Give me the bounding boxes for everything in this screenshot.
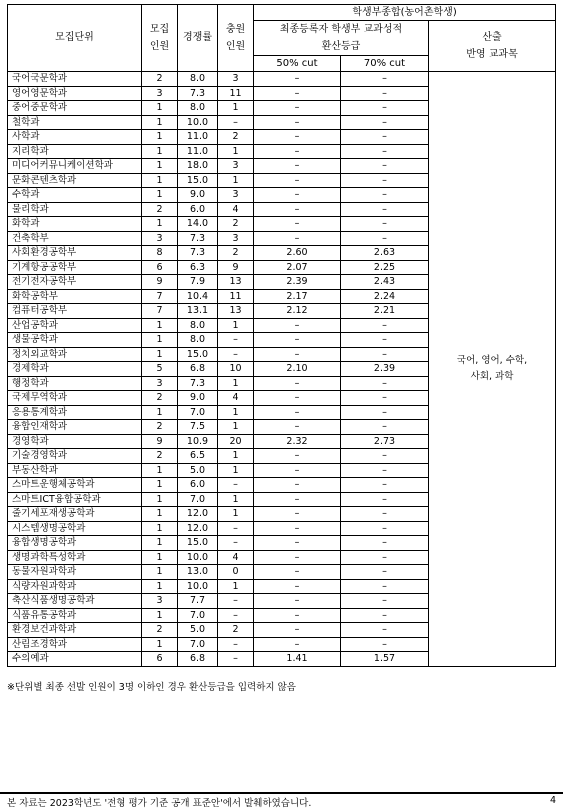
- cell-unit: 중어중문학과: [8, 101, 142, 116]
- col-header-quota-line1: 모집: [149, 24, 170, 35]
- cell-cut50: –: [254, 173, 341, 188]
- cell-cut70: –: [341, 420, 429, 435]
- cell-quota: 1: [142, 405, 178, 420]
- cell-cut50: –: [254, 86, 341, 101]
- cell-cut50: –: [254, 478, 341, 493]
- cell-cut50: –: [254, 536, 341, 551]
- cell-unit: 산업공학과: [8, 318, 142, 333]
- cell-ratio: 6.5: [178, 449, 218, 464]
- cell-unit: 기계항공공학부: [8, 260, 142, 275]
- cell-ratio: 8.0: [178, 101, 218, 116]
- cell-quota: 1: [142, 217, 178, 232]
- cell-cut70: –: [341, 463, 429, 478]
- cell-extra: –: [218, 521, 254, 536]
- cell-cut50: –: [254, 623, 341, 638]
- cell-unit: 식량자원과학과: [8, 579, 142, 594]
- cell-cut50: 2.10: [254, 362, 341, 377]
- col-header-extra-line2: 인원: [225, 41, 246, 52]
- cell-cut70: –: [341, 579, 429, 594]
- cell-cut50: –: [254, 463, 341, 478]
- cell-cut50: –: [254, 72, 341, 87]
- cell-extra: –: [218, 347, 254, 362]
- cell-ratio: 10.9: [178, 434, 218, 449]
- cell-extra: 2: [218, 130, 254, 145]
- cell-extra: 3: [218, 188, 254, 203]
- cell-ratio: 7.3: [178, 246, 218, 261]
- cell-extra: 13: [218, 275, 254, 290]
- cell-quota: 1: [142, 492, 178, 507]
- col-header-extra: [218, 5, 254, 72]
- cell-unit: 축산식품생명공학과: [8, 594, 142, 609]
- cell-ratio: 7.3: [178, 231, 218, 246]
- cell-quota: 1: [142, 333, 178, 348]
- cell-quota: 7: [142, 304, 178, 319]
- cell-extra: 4: [218, 202, 254, 217]
- cell-quota: 6: [142, 652, 178, 667]
- cell-extra: –: [218, 594, 254, 609]
- cell-extra: 3: [218, 231, 254, 246]
- cell-quota: 1: [142, 579, 178, 594]
- cell-cut70: –: [341, 115, 429, 130]
- subjects-line2: 사회, 과학: [470, 370, 514, 382]
- cell-unit: 응용통계학과: [8, 405, 142, 420]
- cell-cut50: –: [254, 144, 341, 159]
- col-header-cut70: 70% cut: [341, 56, 429, 72]
- cell-quota: 2: [142, 391, 178, 406]
- cell-extra: 20: [218, 434, 254, 449]
- cell-unit: 국제무역학과: [8, 391, 142, 406]
- cell-quota: 2: [142, 623, 178, 638]
- cell-extra: –: [218, 478, 254, 493]
- cell-ratio: 13.0: [178, 565, 218, 580]
- col-header-ratio: 경쟁률: [178, 5, 218, 72]
- cell-extra: 1: [218, 449, 254, 464]
- col-header-extra-line1: 충원: [225, 24, 246, 35]
- cell-cut50: –: [254, 420, 341, 435]
- cell-cut70: 2.73: [341, 434, 429, 449]
- cell-unit: 경제학과: [8, 362, 142, 377]
- cell-ratio: 7.9: [178, 275, 218, 290]
- cell-ratio: 5.0: [178, 463, 218, 478]
- cell-unit: 동물자원과학과: [8, 565, 142, 580]
- cell-unit: 수학과: [8, 188, 142, 203]
- col-header-quota-line2: 인원: [149, 41, 170, 52]
- cell-cut70: –: [341, 637, 429, 652]
- cell-cut70: –: [341, 101, 429, 116]
- cell-cut70: –: [341, 188, 429, 203]
- cell-unit: 부동산학과: [8, 463, 142, 478]
- cell-quota: 5: [142, 362, 178, 377]
- col-header-grade-line1: 최종등록자 학생부 교과성적: [279, 24, 403, 35]
- admission-results-table: [7, 4, 556, 667]
- cell-ratio: 7.5: [178, 420, 218, 435]
- cell-extra: 4: [218, 550, 254, 565]
- cell-unit: 수의예과: [8, 652, 142, 667]
- cell-cut50: –: [254, 376, 341, 391]
- cell-quota: 2: [142, 449, 178, 464]
- cell-quota: 3: [142, 594, 178, 609]
- cell-cut70: 2.21: [341, 304, 429, 319]
- cell-unit: 경영학과: [8, 434, 142, 449]
- cell-unit: 줄기세포재생공학과: [8, 507, 142, 522]
- cell-unit: 사학과: [8, 130, 142, 145]
- cell-extra: 11: [218, 86, 254, 101]
- cell-quota: 1: [142, 188, 178, 203]
- cell-extra: –: [218, 637, 254, 652]
- table-body: [8, 72, 556, 667]
- cell-cut50: –: [254, 159, 341, 174]
- cell-extra: 13: [218, 304, 254, 319]
- cell-cut70: –: [341, 608, 429, 623]
- cell-ratio: 6.0: [178, 478, 218, 493]
- cell-unit: 건축학부: [8, 231, 142, 246]
- cell-extra: 3: [218, 159, 254, 174]
- cell-unit: 문화콘텐츠학과: [8, 173, 142, 188]
- cell-extra: –: [218, 536, 254, 551]
- cell-quota: 1: [142, 144, 178, 159]
- cell-quota: 1: [142, 637, 178, 652]
- col-header-grade: [254, 21, 429, 56]
- cell-extra: 1: [218, 420, 254, 435]
- cell-cut70: –: [341, 405, 429, 420]
- cell-cut50: –: [254, 492, 341, 507]
- cell-subjects: [429, 72, 556, 667]
- cell-cut70: 2.63: [341, 246, 429, 261]
- cell-cut50: 2.32: [254, 434, 341, 449]
- cell-extra: 2: [218, 246, 254, 261]
- cell-cut70: –: [341, 202, 429, 217]
- cell-quota: 1: [142, 130, 178, 145]
- cell-unit: 행정학과: [8, 376, 142, 391]
- cell-ratio: 7.7: [178, 594, 218, 609]
- cell-unit: 지리학과: [8, 144, 142, 159]
- cell-cut70: 2.25: [341, 260, 429, 275]
- cell-cut50: –: [254, 637, 341, 652]
- cell-ratio: 8.0: [178, 318, 218, 333]
- cell-extra: 10: [218, 362, 254, 377]
- cell-cut50: –: [254, 217, 341, 232]
- cell-ratio: 12.0: [178, 507, 218, 522]
- cell-ratio: 6.8: [178, 362, 218, 377]
- cell-cut50: –: [254, 347, 341, 362]
- cell-unit: 영어영문학과: [8, 86, 142, 101]
- cell-cut70: –: [341, 231, 429, 246]
- cell-unit: 환경보건과학과: [8, 623, 142, 638]
- cell-extra: 1: [218, 492, 254, 507]
- cell-ratio: 10.0: [178, 115, 218, 130]
- cell-unit: 화학과: [8, 217, 142, 232]
- cell-quota: 1: [142, 347, 178, 362]
- cell-cut50: –: [254, 115, 341, 130]
- cell-extra: –: [218, 608, 254, 623]
- cell-ratio: 10.0: [178, 550, 218, 565]
- cell-quota: 1: [142, 101, 178, 116]
- cell-cut50: –: [254, 405, 341, 420]
- cell-unit: 물리학과: [8, 202, 142, 217]
- cell-extra: 1: [218, 507, 254, 522]
- cell-cut50: –: [254, 579, 341, 594]
- cell-extra: 1: [218, 405, 254, 420]
- cell-cut70: 2.43: [341, 275, 429, 290]
- cell-extra: 1: [218, 579, 254, 594]
- col-header-subjects-line1: 산출: [482, 32, 502, 43]
- cell-quota: 9: [142, 275, 178, 290]
- cell-extra: 1: [218, 318, 254, 333]
- cell-unit: 식품유통공학과: [8, 608, 142, 623]
- cell-quota: 1: [142, 536, 178, 551]
- cell-extra: 3: [218, 72, 254, 87]
- cell-ratio: 15.0: [178, 536, 218, 551]
- cell-ratio: 11.0: [178, 130, 218, 145]
- cell-cut50: –: [254, 608, 341, 623]
- cell-cut50: –: [254, 507, 341, 522]
- cell-ratio: 15.0: [178, 347, 218, 362]
- cell-ratio: 9.0: [178, 188, 218, 203]
- cell-cut70: –: [341, 130, 429, 145]
- col-header-subjects: [429, 21, 556, 72]
- cell-extra: –: [218, 333, 254, 348]
- col-header-unit: 모집단위: [8, 5, 142, 72]
- cell-cut50: 1.41: [254, 652, 341, 667]
- cell-extra: 11: [218, 289, 254, 304]
- cell-quota: 1: [142, 318, 178, 333]
- cell-cut50: –: [254, 101, 341, 116]
- cell-cut70: –: [341, 594, 429, 609]
- cell-ratio: 7.0: [178, 637, 218, 652]
- cell-unit: 융합생명공학과: [8, 536, 142, 551]
- cell-cut50: –: [254, 594, 341, 609]
- cell-cut50: –: [254, 318, 341, 333]
- cell-ratio: 13.1: [178, 304, 218, 319]
- cell-extra: 9: [218, 260, 254, 275]
- cell-unit: 생명과학특성학과: [8, 550, 142, 565]
- cell-quota: 3: [142, 376, 178, 391]
- cell-quota: 3: [142, 86, 178, 101]
- cell-cut50: –: [254, 333, 341, 348]
- cell-ratio: 8.0: [178, 72, 218, 87]
- cell-cut50: 2.60: [254, 246, 341, 261]
- cell-cut50: 2.12: [254, 304, 341, 319]
- cell-ratio: 7.3: [178, 86, 218, 101]
- subjects-line1: 국어, 영어, 수학,: [456, 354, 528, 366]
- cell-cut50: –: [254, 202, 341, 217]
- cell-quota: 2: [142, 420, 178, 435]
- cell-cut50: –: [254, 550, 341, 565]
- cell-ratio: 7.0: [178, 405, 218, 420]
- cell-cut50: 2.17: [254, 289, 341, 304]
- cell-unit: 융합인재학과: [8, 420, 142, 435]
- cell-quota: 1: [142, 173, 178, 188]
- cell-quota: 6: [142, 260, 178, 275]
- cell-extra: 1: [218, 173, 254, 188]
- cell-ratio: 18.0: [178, 159, 218, 174]
- cell-extra: 4: [218, 391, 254, 406]
- cell-quota: 1: [142, 550, 178, 565]
- cell-cut70: –: [341, 478, 429, 493]
- cell-cut70: –: [341, 217, 429, 232]
- cell-ratio: 6.3: [178, 260, 218, 275]
- cell-cut70: –: [341, 565, 429, 580]
- cell-cut70: –: [341, 144, 429, 159]
- cell-cut70: –: [341, 72, 429, 87]
- cell-quota: 1: [142, 463, 178, 478]
- cell-cut50: 2.07: [254, 260, 341, 275]
- cell-ratio: 7.3: [178, 376, 218, 391]
- cell-unit: 철학과: [8, 115, 142, 130]
- cell-ratio: 6.8: [178, 652, 218, 667]
- cell-cut70: –: [341, 86, 429, 101]
- cell-cut70: –: [341, 347, 429, 362]
- cell-quota: 9: [142, 434, 178, 449]
- cell-unit: 시스템생명공학과: [8, 521, 142, 536]
- cell-ratio: 9.0: [178, 391, 218, 406]
- cell-cut70: –: [341, 318, 429, 333]
- cell-ratio: 6.0: [178, 202, 218, 217]
- cell-quota: 1: [142, 565, 178, 580]
- cell-ratio: 14.0: [178, 217, 218, 232]
- page-number: 4: [549, 795, 556, 806]
- cell-ratio: 10.0: [178, 579, 218, 594]
- cell-unit: 산림조경학과: [8, 637, 142, 652]
- cell-quota: 1: [142, 507, 178, 522]
- cell-extra: 1: [218, 376, 254, 391]
- cell-quota: 1: [142, 521, 178, 536]
- cell-quota: 1: [142, 115, 178, 130]
- cell-cut70: –: [341, 173, 429, 188]
- col-header-quota: [142, 5, 178, 72]
- cell-cut70: –: [341, 159, 429, 174]
- footnote: ※단위별 최종 선발 인원이 3명 이하인 경우 환산등급을 입력하지 않음: [7, 682, 296, 693]
- cell-cut70: –: [341, 623, 429, 638]
- cell-unit: 생물공학과: [8, 333, 142, 348]
- cell-ratio: 10.4: [178, 289, 218, 304]
- cell-cut70: 1.57: [341, 652, 429, 667]
- cell-unit: 전기전자공학부: [8, 275, 142, 290]
- cell-cut70: –: [341, 492, 429, 507]
- cell-cut50: –: [254, 188, 341, 203]
- cell-unit: 스마트ICT융합공학과: [8, 492, 142, 507]
- group-header: 학생부종합(농어촌학생): [254, 5, 556, 21]
- cell-cut70: –: [341, 507, 429, 522]
- cell-cut50: –: [254, 521, 341, 536]
- cell-cut70: –: [341, 521, 429, 536]
- cell-cut70: –: [341, 376, 429, 391]
- cell-cut70: –: [341, 391, 429, 406]
- cell-quota: 3: [142, 231, 178, 246]
- cell-cut50: –: [254, 565, 341, 580]
- cell-ratio: 7.0: [178, 608, 218, 623]
- cell-extra: 1: [218, 101, 254, 116]
- cell-extra: –: [218, 652, 254, 667]
- cell-unit: 기술경영학과: [8, 449, 142, 464]
- cell-extra: 2: [218, 623, 254, 638]
- cell-quota: 7: [142, 289, 178, 304]
- cell-quota: 1: [142, 159, 178, 174]
- cell-quota: 1: [142, 608, 178, 623]
- cell-ratio: 5.0: [178, 623, 218, 638]
- cell-extra: 1: [218, 463, 254, 478]
- cell-unit: 미디어커뮤니케이션학과: [8, 159, 142, 174]
- cell-quota: 2: [142, 72, 178, 87]
- cell-cut70: –: [341, 536, 429, 551]
- cell-cut50: –: [254, 449, 341, 464]
- cell-unit: 컴퓨터공학부: [8, 304, 142, 319]
- cell-unit: 사회환경공학부: [8, 246, 142, 261]
- cell-unit: 화학공학부: [8, 289, 142, 304]
- cell-ratio: 8.0: [178, 333, 218, 348]
- cell-cut70: 2.24: [341, 289, 429, 304]
- footer-source-text: 본 자료는 2023학년도 '전형 평가 기준 공개 표준안'에서 발췌하였습니다.: [7, 798, 312, 809]
- cell-cut50: –: [254, 231, 341, 246]
- cell-unit: 스마트운행체공학과: [8, 478, 142, 493]
- cell-ratio: 7.0: [178, 492, 218, 507]
- cell-unit: 국어국문학과: [8, 72, 142, 87]
- cell-extra: 2: [218, 217, 254, 232]
- col-header-subjects-line2: 반영 교과목: [466, 49, 518, 60]
- col-header-cut50: 50% cut: [254, 56, 341, 72]
- cell-extra: –: [218, 115, 254, 130]
- cell-cut70: –: [341, 550, 429, 565]
- table-row: [8, 72, 556, 87]
- cell-ratio: 12.0: [178, 521, 218, 536]
- cell-cut70: –: [341, 449, 429, 464]
- cell-cut70: –: [341, 333, 429, 348]
- footer-divider: [0, 792, 563, 794]
- cell-cut70: 2.39: [341, 362, 429, 377]
- cell-extra: 1: [218, 144, 254, 159]
- cell-quota: 2: [142, 202, 178, 217]
- cell-unit: 정치외교학과: [8, 347, 142, 362]
- cell-cut50: –: [254, 130, 341, 145]
- cell-quota: 1: [142, 478, 178, 493]
- cell-quota: 8: [142, 246, 178, 261]
- cell-cut50: 2.39: [254, 275, 341, 290]
- cell-extra: 0: [218, 565, 254, 580]
- cell-ratio: 11.0: [178, 144, 218, 159]
- col-header-grade-line2: 환산등급: [321, 41, 361, 52]
- cell-cut50: –: [254, 391, 341, 406]
- cell-ratio: 15.0: [178, 173, 218, 188]
